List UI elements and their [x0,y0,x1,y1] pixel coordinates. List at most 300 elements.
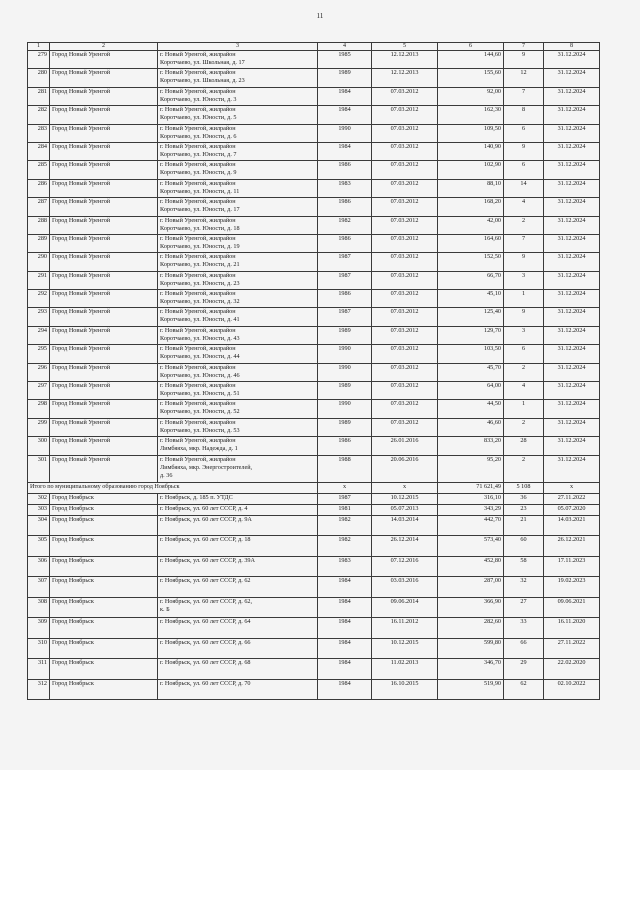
year-built-cell: 1982 [318,515,372,536]
row-number-cell: 301 [28,455,50,482]
address-cell [158,556,318,577]
row-number-cell: 288 [28,216,50,234]
table-row [28,69,600,87]
address-line: г. Новый Уренгой, жилрайон [160,290,236,298]
recognition-date-cell: 12.12.2013 [372,69,438,87]
area-cell: 95,20 [438,455,504,482]
resettlement-date-cell: 31.12.2024 [544,326,600,344]
year-built-cell: 1983 [318,179,372,197]
municipality-cell: Город Ноябрьск [50,618,158,639]
year-built-cell: 1986 [318,234,372,252]
year-built-cell: 1987 [318,271,372,289]
recognition-date-cell: 07.03.2012 [372,363,438,381]
row-number-cell: 311 [28,659,50,680]
row-number-cell: 305 [28,536,50,557]
address-line: г. Новый Уренгой, жилрайон [160,382,236,390]
year-built-cell: 1990 [318,124,372,142]
resettlement-date-cell: 31.12.2024 [544,455,600,482]
year-built-cell: 1984 [318,577,372,598]
table-row [28,577,600,598]
row-number-cell: 283 [28,124,50,142]
row-number-cell: 303 [28,504,50,515]
area-cell: 45,70 [438,363,504,381]
address-cell [158,271,318,289]
row-number-cell: 284 [28,142,50,160]
year-built-cell: 1984 [318,597,372,618]
column-number-header [28,43,600,51]
area-cell: 164,60 [438,234,504,252]
residents-cell: 1 [504,290,544,308]
residents-cell: 2 [504,363,544,381]
address-line: Коротчаево, ул. Юности, д. 46 [160,371,240,379]
area-cell: 92,00 [438,87,504,105]
row-number-cell: 304 [28,515,50,536]
row-number-cell: 280 [28,69,50,87]
resettlement-date-cell: 31.12.2024 [544,382,600,400]
row-number-cell: 297 [28,382,50,400]
resettlement-date-cell: 27.11.2022 [544,493,600,504]
address-cell [158,124,318,142]
resettlement-date-cell: 31.12.2024 [544,124,600,142]
address-line: г. Ноябрьск, ул. 60 лет СССР, д. 9А [160,515,252,523]
year-built-cell: 1988 [318,455,372,482]
area-cell: 64,00 [438,382,504,400]
area-cell: 103,50 [438,345,504,363]
table-row [28,51,600,69]
year-built-cell: 1986 [318,437,372,455]
row-number-cell: 296 [28,363,50,381]
residents-cell: 9 [504,308,544,326]
area-cell: 452,80 [438,556,504,577]
resettlement-date-cell: 05.07.2020 [544,504,600,515]
row-number-cell: 308 [28,597,50,618]
column-header: 1 [28,43,50,51]
table-row [28,363,600,381]
address-line: г. Новый Уренгой, жилрайон [160,234,236,242]
address-cell [158,106,318,124]
table-row [28,142,600,160]
table-row [28,198,600,216]
subtotal-date: x [372,482,438,493]
municipality-cell: Город Новый Уренгой [50,326,158,344]
address-line: г. Новый Уренгой, жилрайон [160,216,236,224]
year-built-cell: 1984 [318,638,372,659]
row-number-cell: 310 [28,638,50,659]
residents-cell: 7 [504,234,544,252]
residents-cell: 14 [504,179,544,197]
table-row [28,659,600,680]
address-cell [158,493,318,504]
recognition-date-cell: 07.03.2012 [372,198,438,216]
address-line: Коротчаево, ул. Юности, д. 5 [160,114,237,122]
year-built-cell: 1987 [318,493,372,504]
recognition-date-cell: 11.02.2013 [372,659,438,680]
subtotal-area: 71 621,49 [438,482,504,493]
address-line: г. Новый Уренгой, жилрайон [160,437,236,445]
table-row [28,161,600,179]
resettlement-date-cell: 31.12.2024 [544,51,600,69]
address-line: г. Ноябрьск, ул. 60 лет СССР, д. 66 [160,638,251,646]
area-cell: 46,60 [438,418,504,436]
table-row [28,493,600,504]
municipality-cell: Город Ноябрьск [50,679,158,700]
table-row [28,418,600,436]
resettlement-date-cell: 31.12.2024 [544,345,600,363]
address-cell [158,515,318,536]
column-header: 7 [504,43,544,51]
municipality-cell: Город Новый Уренгой [50,382,158,400]
year-built-cell: 1981 [318,504,372,515]
table-row [28,253,600,271]
residents-cell: 23 [504,504,544,515]
year-built-cell: 1990 [318,400,372,418]
address-cell [158,536,318,557]
area-cell: 109,50 [438,124,504,142]
row-number-cell: 279 [28,51,50,69]
address-line: г. Ноябрьск, ул. 60 лет СССР, д. 68 [160,659,251,667]
address-line: г. Новый Уренгой, жилрайон [160,106,236,114]
area-cell: 366,90 [438,597,504,618]
address-cell [158,290,318,308]
address-line: Коротчаево, ул. Школьная, д. 17 [160,59,245,66]
address-cell [158,638,318,659]
residents-cell: 9 [504,51,544,69]
year-built-cell: 1989 [318,326,372,344]
table-row [28,455,600,482]
recognition-date-cell: 12.12.2013 [372,51,438,69]
municipality-cell: Город Ноябрьск [50,493,158,504]
municipality-cell: Город Новый Уренгой [50,234,158,252]
residents-cell: 2 [504,418,544,436]
address-cell [158,618,318,639]
row-number-cell: 293 [28,308,50,326]
recognition-date-cell: 07.03.2012 [372,234,438,252]
municipality-cell: Город Ноябрьск [50,515,158,536]
residents-cell: 7 [504,87,544,105]
address-line: Коротчаево, ул. Юности, д. 44 [160,353,240,361]
address-line: г. Новый Уренгой, жилрайон [160,179,236,187]
resettlement-date-cell: 17.11.2023 [544,556,600,577]
address-line: г. Новый Уренгой, жилрайон [160,363,236,371]
table-row [28,515,600,536]
address-line: г. Новый Уренгой, жилрайон [160,418,236,426]
area-cell: 129,70 [438,326,504,344]
year-built-cell: 1984 [318,659,372,680]
address-line: Коротчаево, ул. Юности, д. 7 [160,150,237,158]
address-cell [158,142,318,160]
address-cell [158,455,318,482]
residents-cell: 9 [504,142,544,160]
table-row [28,124,600,142]
year-built-cell: 1990 [318,345,372,363]
table-row [28,271,600,289]
table-body [28,43,600,700]
residents-cell: 33 [504,618,544,639]
address-line: Коротчаево, ул. Юности, д. 21 [160,261,240,269]
row-number-cell: 285 [28,161,50,179]
area-cell: 88,10 [438,179,504,197]
address-cell [158,326,318,344]
area-cell: 102,90 [438,161,504,179]
address-cell [158,179,318,197]
column-header: 3 [158,43,318,51]
recognition-date-cell: 20.06.2016 [372,455,438,482]
resettlement-date-cell: 26.12.2021 [544,536,600,557]
address-line: г. Новый Уренгой, жилрайон [160,69,236,77]
address-line: Лимбяяха, мкр. Надежда, д. 1 [160,445,238,453]
resettlement-date-cell: 31.12.2024 [544,253,600,271]
municipality-cell: Город Ноябрьск [50,536,158,557]
table-row [28,234,600,252]
table-row [28,400,600,418]
table-row [28,87,600,105]
residents-cell: 9 [504,253,544,271]
area-cell: 162,30 [438,106,504,124]
residents-cell: 58 [504,556,544,577]
address-line: г. Новый Уренгой, жилрайон [160,198,236,206]
area-cell: 442,70 [438,515,504,536]
resettlement-date-cell: 31.12.2024 [544,142,600,160]
table-row [28,437,600,455]
resettlement-date-cell: 19.02.2023 [544,577,600,598]
row-number-cell: 307 [28,577,50,598]
residents-cell: 21 [504,515,544,536]
address-cell [158,659,318,680]
table-row [28,679,600,700]
row-number-cell: 298 [28,400,50,418]
resettlement-date-cell: 09.06.2021 [544,597,600,618]
address-line: Коротчаево, ул. Юности, д. 6 [160,132,237,140]
residents-cell: 6 [504,124,544,142]
municipality-cell: Город Новый Уренгой [50,418,158,436]
municipality-cell: Город Новый Уренгой [50,69,158,87]
subtotal-residents: 5 108 [504,482,544,493]
table-row [28,290,600,308]
address-cell [158,234,318,252]
recognition-date-cell: 07.03.2012 [372,87,438,105]
municipality-cell: Город Новый Уренгой [50,179,158,197]
table-row [28,179,600,197]
table-row [28,556,600,577]
table-row [28,382,600,400]
residents-cell: 8 [504,106,544,124]
resettlement-date-cell: 31.12.2024 [544,308,600,326]
year-built-cell: 1989 [318,69,372,87]
address-line: г. Новый Уренгой, жилрайон [160,345,236,353]
residents-cell: 4 [504,382,544,400]
recognition-date-cell: 07.03.2012 [372,418,438,436]
address-line: г. Новый Уренгой, жилрайон [160,87,236,95]
recognition-date-cell: 03.03.2016 [372,577,438,598]
recognition-date-cell: 26.01.2016 [372,437,438,455]
address-cell [158,51,318,69]
residents-cell: 2 [504,216,544,234]
resettlement-date-cell: 31.12.2024 [544,290,600,308]
area-cell: 152,50 [438,253,504,271]
year-built-cell: 1989 [318,418,372,436]
municipality-cell: Город Новый Уренгой [50,161,158,179]
area-cell: 42,00 [438,216,504,234]
resettlement-date-cell: 31.12.2024 [544,216,600,234]
municipality-cell: Город Новый Уренгой [50,363,158,381]
address-cell [158,679,318,700]
resettlement-date-cell: 31.12.2024 [544,271,600,289]
row-number-cell: 295 [28,345,50,363]
resettlement-date-cell: 31.12.2024 [544,106,600,124]
address-cell [158,69,318,87]
address-line: Коротчаево, ул. Юности, д. 17 [160,206,240,214]
table-row [28,618,600,639]
residents-cell: 62 [504,679,544,700]
row-number-cell: 282 [28,106,50,124]
area-cell: 125,40 [438,308,504,326]
row-number-cell: 300 [28,437,50,455]
address-cell [158,216,318,234]
address-line: г. Новый Уренгой, жилрайон [160,253,236,261]
recognition-date-cell: 16.10.2015 [372,679,438,700]
address-line: Коротчаево, ул. Юности, д. 11 [160,187,240,195]
row-number-cell: 291 [28,271,50,289]
address-line: г. Новый Уренгой, жилрайон [160,400,236,408]
year-built-cell: 1985 [318,51,372,69]
table-row [28,216,600,234]
recognition-date-cell: 07.03.2012 [372,326,438,344]
row-number-cell: 302 [28,493,50,504]
address-line: Коротчаево, ул. Юности, д. 9 [160,169,237,177]
table-row [28,345,600,363]
year-built-cell: 1986 [318,161,372,179]
address-cell [158,597,318,618]
residents-cell: 28 [504,437,544,455]
municipality-cell: Город Новый Уренгой [50,51,158,69]
recognition-date-cell: 10.12.2015 [372,493,438,504]
subtotal-label: Итого по муниципальному образованию город Ноябрьск [28,482,318,493]
recognition-date-cell: 09.06.2014 [372,597,438,618]
address-line: г. Новый Уренгой, жилрайон [160,124,236,132]
resettlement-date-cell: 02.10.2022 [544,679,600,700]
address-line: Коротчаево, ул. Юности, д. 19 [160,242,240,250]
table-row [28,308,600,326]
year-built-cell: 1983 [318,556,372,577]
table-row [28,106,600,124]
residents-cell: 29 [504,659,544,680]
address-line: г. Ноябрьск, д. 185 п. УТДС [160,493,233,501]
address-cell [158,504,318,515]
address-line: г. Ноябрьск, ул. 60 лет СССР, д. 18 [160,536,251,544]
recognition-date-cell: 26.12.2014 [372,536,438,557]
resettlement-date-cell: 14.03.2021 [544,515,600,536]
address-cell [158,577,318,598]
address-line: г. Новый Уренгой, жилрайон [160,271,236,279]
recognition-date-cell: 07.03.2012 [372,142,438,160]
address-line: г. Ноябрьск, ул. 60 лет СССР, д. 62 [160,577,251,585]
address-line: к. Б [160,605,170,613]
address-cell [158,161,318,179]
address-cell [158,308,318,326]
recognition-date-cell: 07.03.2012 [372,106,438,124]
row-number-cell: 287 [28,198,50,216]
municipality-cell: Город Новый Уренгой [50,142,158,160]
resettlement-date-cell: 31.12.2024 [544,437,600,455]
row-number-cell: 299 [28,418,50,436]
recognition-date-cell: 07.03.2012 [372,345,438,363]
table-row [28,638,600,659]
address-line: г. Новый Уренгой, жилрайон [160,308,236,316]
address-cell [158,198,318,216]
residents-cell: 12 [504,69,544,87]
address-line: г. Ноябрьск, ул. 60 лет СССР, д. 70 [160,679,251,687]
address-cell [158,363,318,381]
residents-cell: 6 [504,345,544,363]
address-line: Коротчаево, ул. Школьная, д. 23 [160,77,245,85]
residents-cell: 2 [504,455,544,482]
resettlement-date-cell: 31.12.2024 [544,179,600,197]
municipality-cell: Город Ноябрьск [50,556,158,577]
address-line: г. Новый Уренгой, жилрайон [160,455,236,463]
row-number-cell: 294 [28,326,50,344]
column-header: 5 [372,43,438,51]
address-cell [158,382,318,400]
recognition-date-cell: 07.03.2012 [372,216,438,234]
municipality-cell: Город Новый Уренгой [50,253,158,271]
area-cell: 168,20 [438,198,504,216]
resettlement-date-cell: 31.12.2024 [544,161,600,179]
recognition-date-cell: 05.07.2013 [372,504,438,515]
address-line: Коротчаево, ул. Юности, д. 3 [160,95,237,103]
row-number-cell: 286 [28,179,50,197]
address-line: Коротчаево, ул. Юности, д. 41 [160,316,240,324]
resettlement-date-cell: 31.12.2024 [544,87,600,105]
address-line: г. Ноябрьск, ул. 60 лет СССР, д. 39А [160,556,255,564]
area-cell: 66,70 [438,271,504,289]
recognition-date-cell: 16.11.2012 [372,618,438,639]
recognition-date-cell: 07.03.2012 [372,124,438,142]
resettlement-date-cell: 31.12.2024 [544,234,600,252]
year-built-cell: 1989 [318,382,372,400]
recognition-date-cell: 07.03.2012 [372,253,438,271]
column-header: 8 [544,43,600,51]
address-line: г. Ноябрьск, ул. 60 лет СССР, д. 62, [160,597,253,605]
year-built-cell: 1987 [318,308,372,326]
area-cell: 140,90 [438,142,504,160]
recognition-date-cell: 07.03.2012 [372,308,438,326]
resettlement-date-cell: 31.12.2024 [544,418,600,436]
address-line: Коротчаево, ул. Юности, д. 32 [160,298,240,306]
area-cell: 282,60 [438,618,504,639]
area-cell: 343,29 [438,504,504,515]
address-line: г. Новый Уренгой, жилрайон [160,51,236,58]
area-cell: 45,10 [438,290,504,308]
area-cell: 144,60 [438,51,504,69]
recognition-date-cell: 07.03.2012 [372,382,438,400]
recognition-date-cell: 07.03.2012 [372,179,438,197]
address-line: Коротчаево, ул. Юности, д. 51 [160,390,240,398]
address-line: г. Новый Уренгой, жилрайон [160,326,236,334]
year-built-cell: 1984 [318,618,372,639]
table-row [28,326,600,344]
year-built-cell: 1986 [318,290,372,308]
municipality-cell: Город Ноябрьск [50,504,158,515]
table-row [28,536,600,557]
residents-cell: 27 [504,597,544,618]
residents-cell: 1 [504,400,544,418]
address-line: Коротчаево, ул. Юности, д. 18 [160,224,240,232]
year-built-cell: 1984 [318,679,372,700]
row-number-cell: 309 [28,618,50,639]
year-built-cell: 1984 [318,142,372,160]
resettlement-date-cell: 31.12.2024 [544,69,600,87]
column-header: 4 [318,43,372,51]
